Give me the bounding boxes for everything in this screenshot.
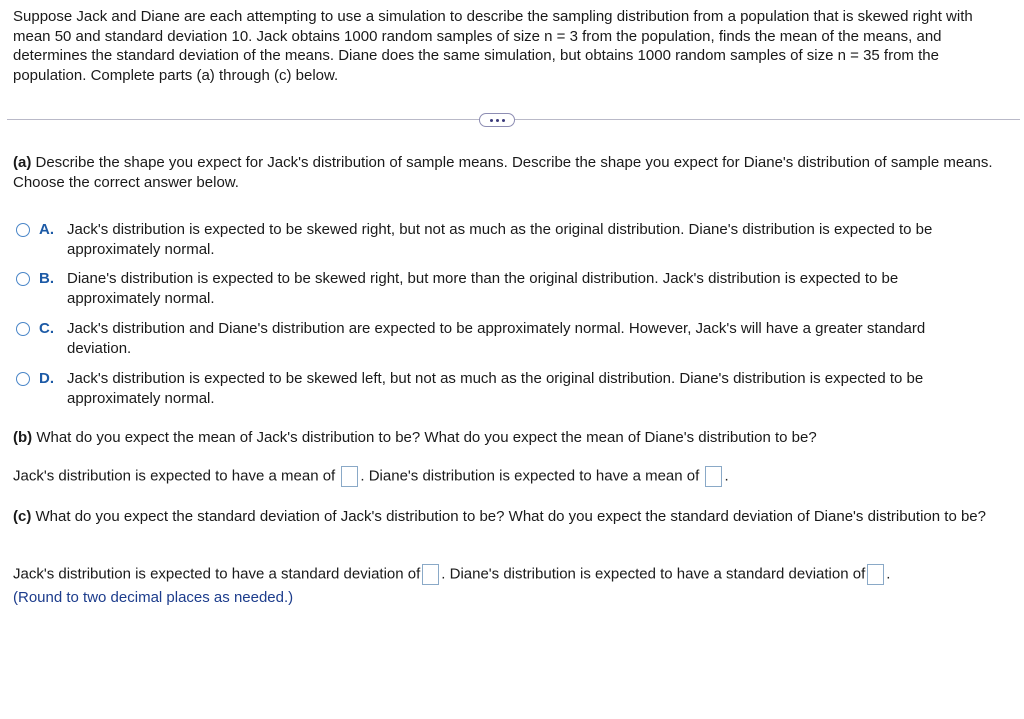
ellipsis-icon — [496, 119, 499, 122]
part-a-label: (a) — [13, 154, 32, 171]
radio-unselected-icon[interactable] — [16, 223, 30, 237]
ellipsis-icon — [502, 119, 505, 122]
choice-letter: D. — [39, 370, 54, 387]
diane-mean-label: . Diane's distribution is expected to have a mean of — [360, 467, 700, 485]
part-b-answer-line — [13, 466, 729, 487]
jack-sd-label: Jack's distribution is expected to have a standard deviation of — [13, 565, 421, 583]
part-b-label: (b) — [13, 429, 33, 446]
part-a-question — [13, 153, 1013, 192]
jack-mean-label: Jack's distribution is expected to have a mean of — [13, 467, 336, 485]
part-c-label: (c) — [13, 508, 32, 525]
expand-more-button[interactable] — [479, 113, 515, 127]
jack-sd-input[interactable] — [422, 564, 439, 585]
period: . — [886, 565, 891, 583]
choice-letter: C. — [39, 320, 54, 337]
radio-unselected-icon[interactable] — [16, 272, 30, 286]
ellipsis-icon — [490, 119, 493, 122]
choice-a[interactable] — [16, 220, 1006, 259]
part-b-question — [13, 428, 1013, 448]
rounding-note: (Round to two decimal places as needed.) — [13, 589, 294, 606]
choice-b[interactable] — [16, 269, 1006, 308]
part-a-text: Describe the shape you expect for Jack's distribution of sample means. Describe the shape you expect for Diane's distribution of sample means. Choose the correct answer below. — [13, 154, 993, 191]
part-c-text: What do you expect the standard deviation of Jack's distribution to be? What do you expect the standard deviation of Diane's distribution to be? — [31, 508, 986, 525]
choice-text: Diane's distribution is expected to be skewed right, but more than the original distribution. Jack's distribution is expected to be approximately normal. — [67, 270, 899, 307]
problem-statement: Suppose Jack and Diane are each attempting to use a simulation to describe the sampling distribution from a population that is skewed right with mean 50 and standard deviation 10. Jack obtains 1000 random samples of size n = 3 from the population, finds the mean of the means, and determines the standard deviation of the means. Diane does the same simulation, but obtains 1000 random samples of size n = 35 from the population. Complete parts (a) through (c) below. — [13, 8, 973, 84]
choice-c[interactable] — [16, 319, 1006, 358]
jack-mean-input[interactable] — [341, 466, 358, 487]
part-c-answer-line — [13, 564, 890, 585]
diane-sd-input[interactable] — [867, 564, 884, 585]
choice-text: Jack's distribution and Diane's distribution are expected to be approximately normal. However, Jack's will have a greater standard deviation. — [67, 320, 926, 357]
diane-sd-label: . Diane's distribution is expected to have a standard deviation of — [441, 565, 866, 583]
period: . — [724, 467, 729, 485]
choice-d[interactable] — [16, 369, 1006, 408]
radio-unselected-icon[interactable] — [16, 322, 30, 336]
diane-mean-input[interactable] — [705, 466, 722, 487]
choice-letter: B. — [39, 270, 54, 287]
part-b-text: What do you expect the mean of Jack's distribution to be? What do you expect the mean of Diane's distribution to be? — [32, 429, 817, 446]
radio-unselected-icon[interactable] — [16, 372, 30, 386]
choice-letter: A. — [39, 221, 54, 238]
choice-text: Jack's distribution is expected to be skewed left, but not as much as the original distribution. Diane's distribution is expected to be approximately normal. — [67, 370, 924, 407]
choice-text: Jack's distribution is expected to be skewed right, but not as much as the original distribution. Diane's distribution is expected to be approximately normal. — [67, 221, 933, 258]
part-c-question — [13, 507, 1013, 527]
